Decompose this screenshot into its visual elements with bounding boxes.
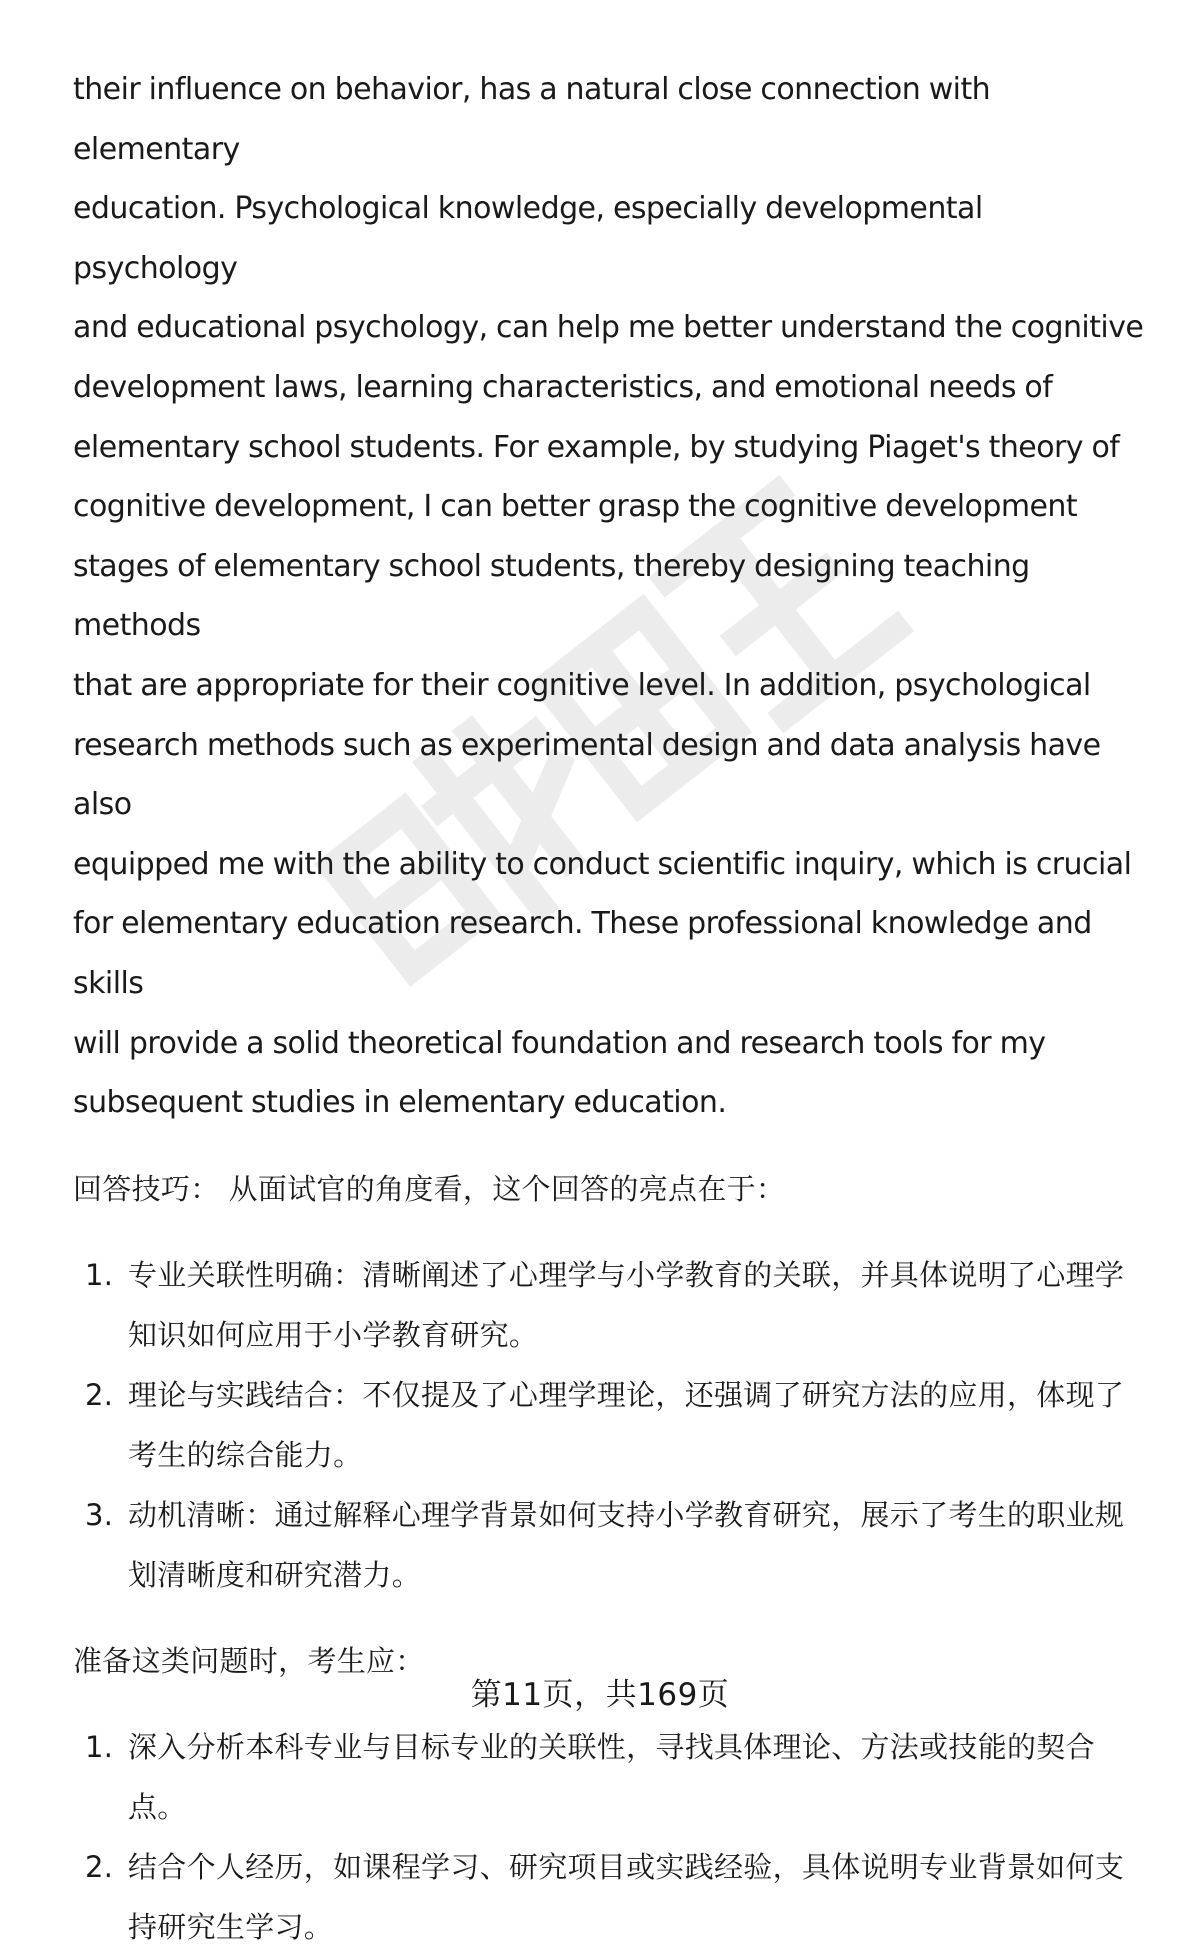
list-number: 1. — [85, 1729, 114, 1764]
list-number: 2. — [85, 1377, 114, 1412]
list-line: 划清晰度和研究潜力。 — [128, 1557, 422, 1592]
highlights-list — [73, 1245, 1153, 1605]
prep-heading: 准备这类问题时，考生应： — [73, 1643, 425, 1678]
list-line: 持研究生学习。 — [128, 1909, 334, 1944]
list-line: 点。 — [128, 1789, 187, 1824]
list-line: 知识如何应用于小学教育研究。 — [128, 1317, 539, 1352]
prep-list — [73, 1717, 1153, 1957]
paragraph-line: cognitive development, I can better grasp the cognitive development — [73, 489, 1078, 525]
body-paragraph — [73, 60, 1153, 1133]
paragraph-line: subsequent studies in elementary education. — [73, 1085, 727, 1121]
list-number: 1. — [85, 1257, 114, 1292]
list-item — [73, 1837, 1153, 1957]
page-number-footer: 第11页，共169页 — [470, 1677, 730, 1713]
list-line: 专业关联性明确：清晰阐述了心理学与小学教育的关联，并具体说明了心理学 — [128, 1257, 1125, 1292]
tips-heading: 回答技巧： 从面试官的角度看，这个回答的亮点在于： — [73, 1171, 786, 1206]
document-page — [73, 60, 1153, 1957]
paragraph-line: that are appropriate for their cognitive level. In addition, psychological — [73, 667, 1091, 703]
paragraph-line: stages of elementary school students, thereby designing teaching methods — [73, 548, 1030, 644]
paragraph-line: their influence on behavior, has a natural close connection with elementary — [73, 72, 991, 167]
list-item — [73, 1365, 1153, 1485]
list-line: 结合个人经历，如课程学习、研究项目或实践经验，具体说明专业背景如何支 — [128, 1849, 1125, 1884]
paragraph-line: equipped me with the ability to conduct scientific inquiry, which is crucial — [73, 846, 1132, 882]
list-line: 深入分析本科专业与目标专业的关联性，寻找具体理论、方法或技能的契合 — [128, 1729, 1095, 1764]
paragraph-line: and educational psychology, can help me better understand the cognitive — [73, 310, 1144, 346]
list-line: 动机清晰：通过解释心理学背景如何支持小学教育研究，展示了考生的职业规 — [128, 1497, 1125, 1532]
list-item — [73, 1717, 1153, 1837]
paragraph-line: elementary school students. For example, by studying Piaget's theory of — [73, 429, 1120, 465]
list-line: 考生的综合能力。 — [128, 1437, 363, 1472]
paragraph-line: for elementary education research. These professional knowledge and skills — [73, 906, 1092, 1001]
list-number: 2. — [85, 1849, 114, 1884]
paragraph-line: will provide a solid theoretical foundation and research tools for my — [73, 1025, 1046, 1061]
paragraph-line: education. Psychological knowledge, especially developmental psychology — [73, 191, 983, 286]
list-number: 3. — [85, 1497, 114, 1532]
list-line: 理论与实践结合：不仅提及了心理学理论，还强调了研究方法的应用，体现了 — [128, 1377, 1125, 1412]
list-item — [73, 1245, 1153, 1365]
paragraph-line: development laws, learning characteristics, and emotional needs of — [73, 369, 1053, 405]
list-item — [73, 1485, 1153, 1605]
paragraph-line: research methods such as experimental design and data analysis have also — [73, 727, 1101, 823]
